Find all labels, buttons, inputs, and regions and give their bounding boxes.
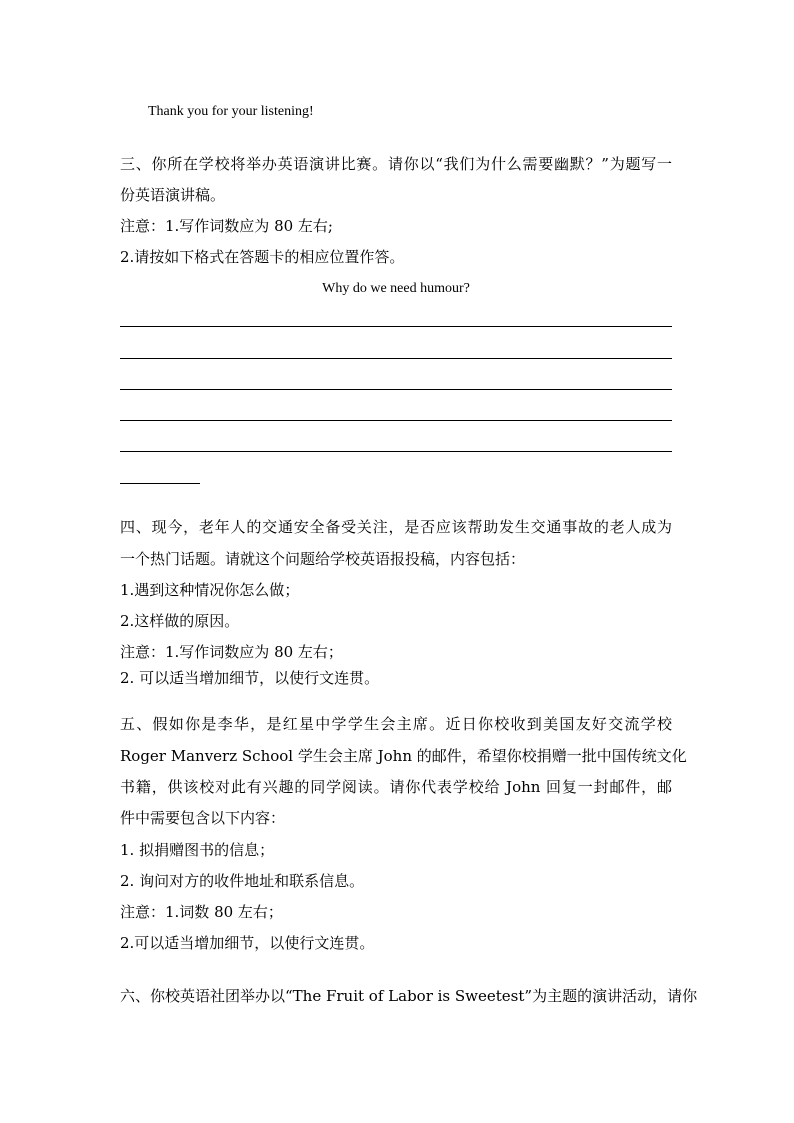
question-5-item-1: 1. 拟捐赠图书的信息； (120, 841, 275, 859)
question-3-note-2: 2.请按如下格式在答题卡的相应位置作答。 (120, 248, 405, 266)
question-5-note-2: 2.可以适当增加细节，以使行文连贯。 (120, 934, 375, 952)
answer-line-5 (120, 451, 672, 452)
question-5-note-1: 注意：1.词数 80 左右； (120, 903, 283, 921)
answer-line-1 (120, 326, 672, 327)
speech-closing-line: Thank you for your listening! (148, 104, 314, 119)
question-5-prompt-line-2: Roger Manverz School 学生会主席 John 的邮件，希望你校捐赠一批中国传统文化 (120, 747, 687, 765)
question-4-prompt-line-2: 一个热门话题。请就这个问题给学校英语报投稿，内容包括： (120, 550, 526, 568)
question-4-item-1: 1.遇到这种情况你怎么做； (120, 581, 300, 599)
question-3-prompt-line-2: 份英语演讲稿。 (120, 186, 226, 204)
question-5-prompt-line-3: 书籍，供该校对此有兴趣的同学阅读。请你代表学校给 John 回复一封邮件，邮 (120, 778, 672, 796)
question-6-prompt-line-1: 六、你校英语社团举办以“The Fruit of Labor is Sweetest”为主题的演讲活动，请你 (120, 987, 698, 1005)
question-5-prompt-line-4: 件中需要包含以下内容： (120, 809, 286, 827)
answer-line-2 (120, 358, 672, 359)
question-5-prompt-line-1: 五、假如你是李华，是红星中学学生会主席。近日你校收到美国友好交流学校 (120, 715, 672, 733)
question-3-note-1: 注意：1.写作词数应为 80 左右; (120, 217, 333, 235)
question-4-item-2: 2.这样做的原因。 (120, 612, 240, 630)
question-4-note-2: 2. 可以适当增加细节，以使行文连贯。 (120, 669, 380, 687)
question-4-prompt-line-1: 四、现今，老年人的交通安全备受关注，是否应该帮助发生交通事故的老人成为 (120, 518, 672, 536)
question-3-prompt-line-1: 三、你所在学校将举办英语演讲比赛。请你以“我们为什么需要幽默？”为题写一 (120, 155, 672, 173)
answer-line-6 (120, 483, 200, 484)
answer-line-4 (120, 420, 672, 421)
question-4-note-1: 注意：1.写作词数应为 80 左右； (120, 643, 343, 661)
answer-line-3 (120, 389, 672, 390)
essay-title: Why do we need humour? (322, 281, 470, 296)
question-5-item-2: 2. 询问对方的收件地址和联系信息。 (120, 872, 365, 890)
